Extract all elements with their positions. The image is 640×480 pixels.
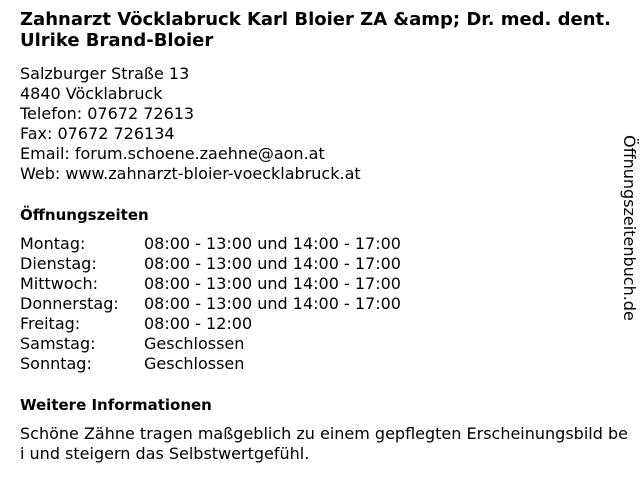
day-label: Donnerstag: — [20, 294, 119, 313]
email-line: Email: forum.schoene.zaehne@aon.at — [20, 144, 325, 163]
day-label: Montag: — [20, 234, 86, 253]
day-label: Samstag: — [20, 334, 96, 353]
info-heading: Weitere Informationen — [20, 396, 212, 414]
address-block — [20, 64, 361, 184]
time-value: 08:00 - 13:00 und 14:00 - 17:00 — [144, 234, 401, 253]
page-title: Zahnarzt Vöcklabruck Karl Bloier ZA &amp; Dr. med. dent. Ulrike Brand-Bloier — [20, 9, 611, 51]
time-value: 08:00 - 13:00 und 14:00 - 17:00 — [144, 254, 401, 273]
time-value: Geschlossen — [144, 334, 245, 353]
site-watermark: Öffnungszeitenbuch.de — [620, 135, 639, 321]
day-label: Sonntag: — [20, 354, 92, 373]
street-line: Salzburger Straße 13 — [20, 64, 190, 83]
fax-line: Fax: 07672 726134 — [20, 124, 175, 143]
day-label: Freitag: — [20, 314, 81, 333]
time-value: 08:00 - 13:00 und 14:00 - 17:00 — [144, 294, 401, 313]
day-label: Dienstag: — [20, 254, 97, 273]
time-value: 08:00 - 12:00 — [144, 314, 253, 333]
time-value: 08:00 - 13:00 und 14:00 - 17:00 — [144, 274, 401, 293]
time-value: Geschlossen — [144, 354, 245, 373]
day-label: Mittwoch: — [20, 274, 98, 293]
hours-heading: Öffnungszeiten — [20, 206, 149, 224]
web-line: Web: www.zahnarzt-bloier-voecklabruck.at — [20, 164, 361, 183]
info-text: Schöne Zähne tragen maßgeblich zu einem gepflegten Erscheinungsbild bei und steigern das Selbstwertgefühl. — [20, 424, 628, 463]
city-line: 4840 Vöcklabruck — [20, 84, 163, 103]
phone-line: Telefon: 07672 72613 — [20, 104, 195, 123]
